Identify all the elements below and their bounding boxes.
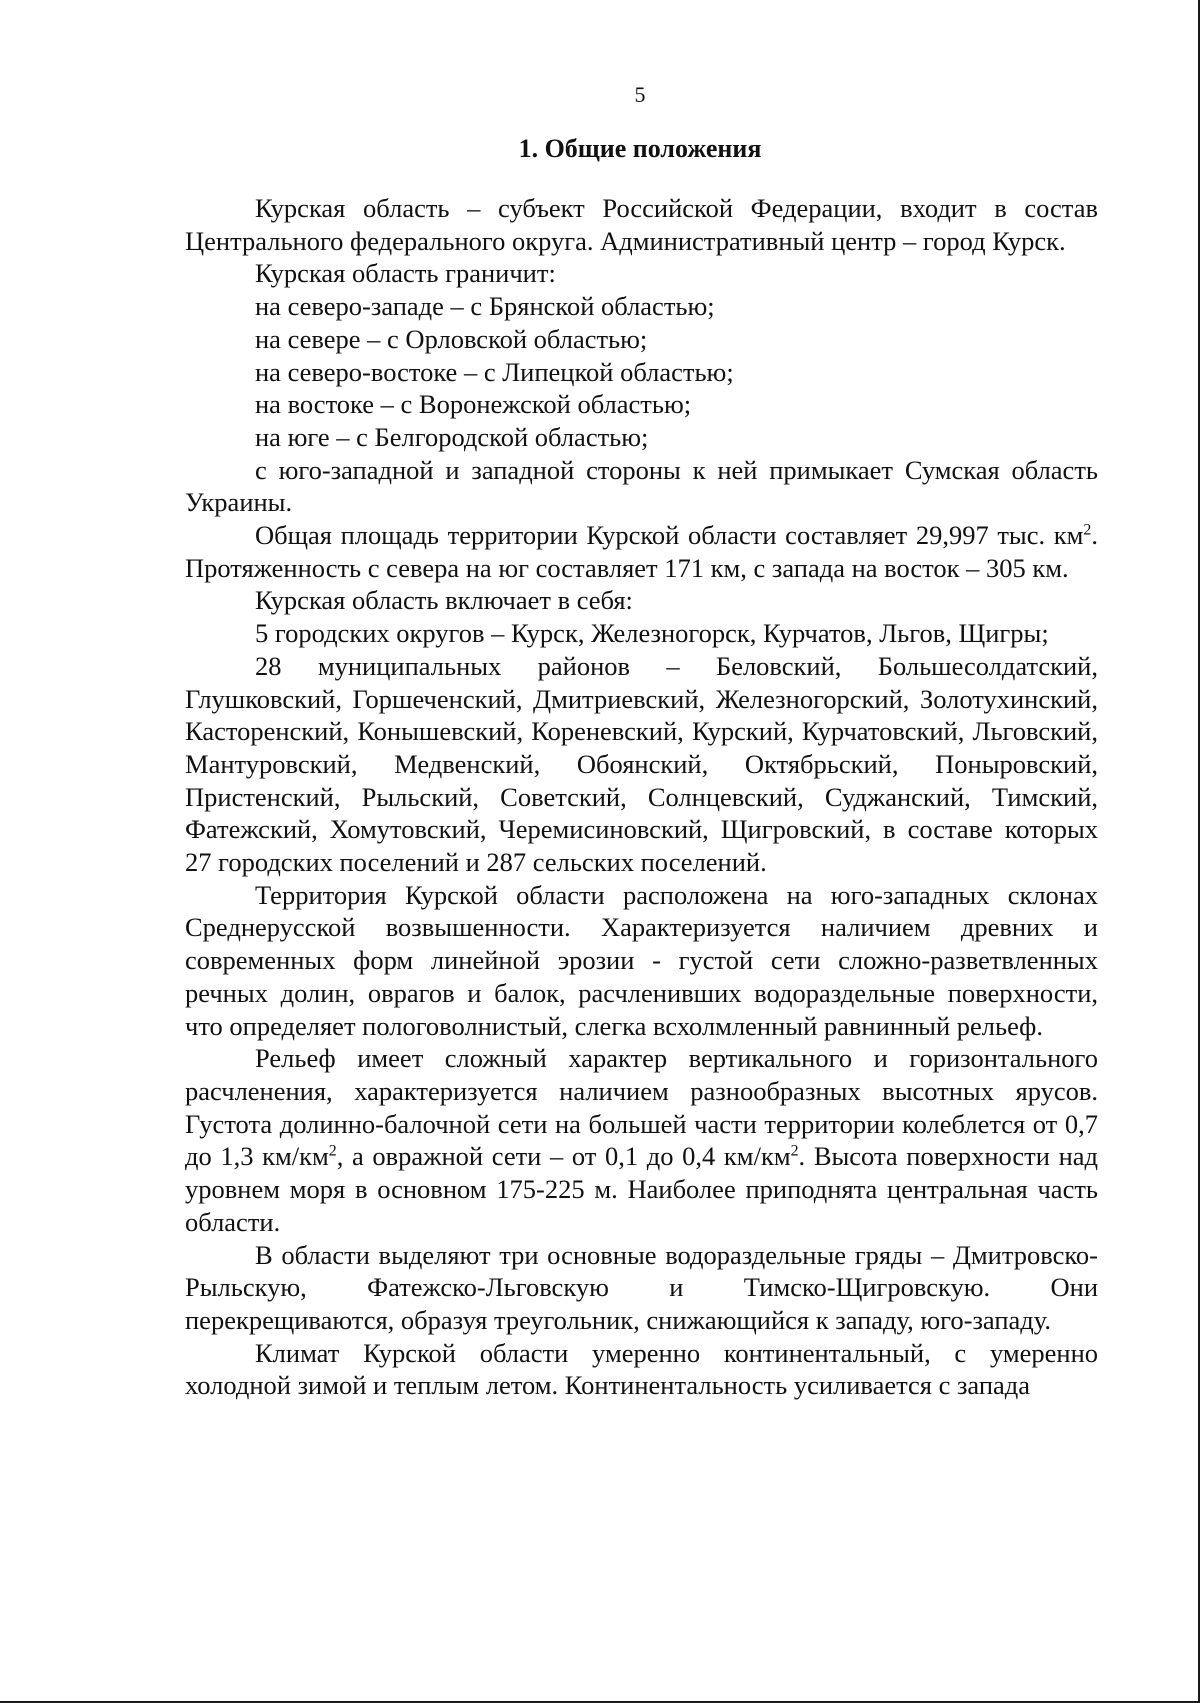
paragraph-borders-heading: Курская область граничит: [255,258,556,289]
area-text-before: Общая площадь территории Курской области составляет 29,997 тыс. км [255,520,1084,551]
paragraph-municipal-districts: 28 муниципальных районов – Беловский, Большесолдатский, Глушковский, Горшеченский, Дмитриевский, Железногорский, Золотухинский, Касторенский, Конышевский, Кореневский, Курский, Курчатовский, Льговский, Мантуровский, Медвенский, Обоянский, Октябрьский, Поныровский, Пристенский, Рыльский, Советский, Солнцевский, Суджанский, Тимский, Фатежский, Хомутовский, Черемисиновский, Щигровский, в составе которых 27 городских поселений и 287 сельских поселений. [185,650,1098,878]
relief-text-part2: , а овражной сети – от 0,1 до 0,4 км/км [336,1141,791,1172]
paragraph-ridges: В области выделяют три основные водораздельные гряды – Дмитровско-Рыльскую, Фатежско-Льговскую и Тимско-Щигровскую. Они перекрещиваются, образуя треугольник, снижающийся к западу, юго-западу. [185,1239,1098,1335]
relief-text-part3: . Высота поверхности над уровнем моря в основном 175-225 м. Наиболее приподнята центральная часть области. [185,1141,1098,1237]
border-item-southwest: с юго-западной и западной стороны к ней примыкает Сумская область Украины. [185,454,1098,518]
relief-text-part1: Рельеф имеет сложный характер вертикального и горизонтального расчленения, характеризуется наличием разнообразных высотных ярусов. Густота долинно-балочной сети на большей части территории колеблется от 0,7 до 1,3 км/км [185,1043,1098,1172]
page-number: 5 [634,82,646,107]
paragraph-area [185,519,1098,584]
paragraph-region-intro: Курская область – субъект Российской Федерации, входит в состав Центрального федерального округа. Административный центр – город Курск. [185,193,1098,256]
border-item-northwest: на северо-западе – с Брянской областью; [255,291,715,322]
paragraph-territory: Территория Курской области расположена на юго-западных склонах Среднерусской возвышенности. Характеризуется наличием древних и современных форм линейной эрозии - густой сети сложно-разветвленных речных долин, оврагов и балок, расчленивших водораздельные поверхности, что определяет пологоволнистый, слегка всхолмленный равнинный рельеф. [185,879,1098,1041]
border-item-south: на юге – с Белгородской областью; [255,421,649,452]
section-title: 1. Общие положения [518,134,762,163]
border-item-east: на востоке – с Воронежской областью; [255,389,692,420]
area-superscript: 2 [1083,521,1092,539]
document-body [185,192,1098,1402]
relief-superscript-1: 2 [328,1142,337,1160]
border-item-north: на севере – с Орловской областью; [255,323,648,354]
paragraph-includes-heading: Курская область включает в себя: [255,585,633,616]
area-text-after: . Протяженность с севера на юг составляет 171 км, с запада на восток – 305 км. [185,520,1098,583]
paragraph-urban-districts: 5 городских округов – Курск, Железногорск, Курчатов, Льгов, Щигры; [255,618,1049,649]
paragraph-climate: Климат Курской области умеренно континентальный, с умеренно холодной зимой и теплым летом. Континентальность усиливается с запада [185,1337,1098,1401]
paragraph-relief [185,1042,1098,1238]
border-item-northeast: на северо-востоке – с Липецкой областью; [255,356,734,387]
relief-superscript-2: 2 [790,1142,799,1160]
